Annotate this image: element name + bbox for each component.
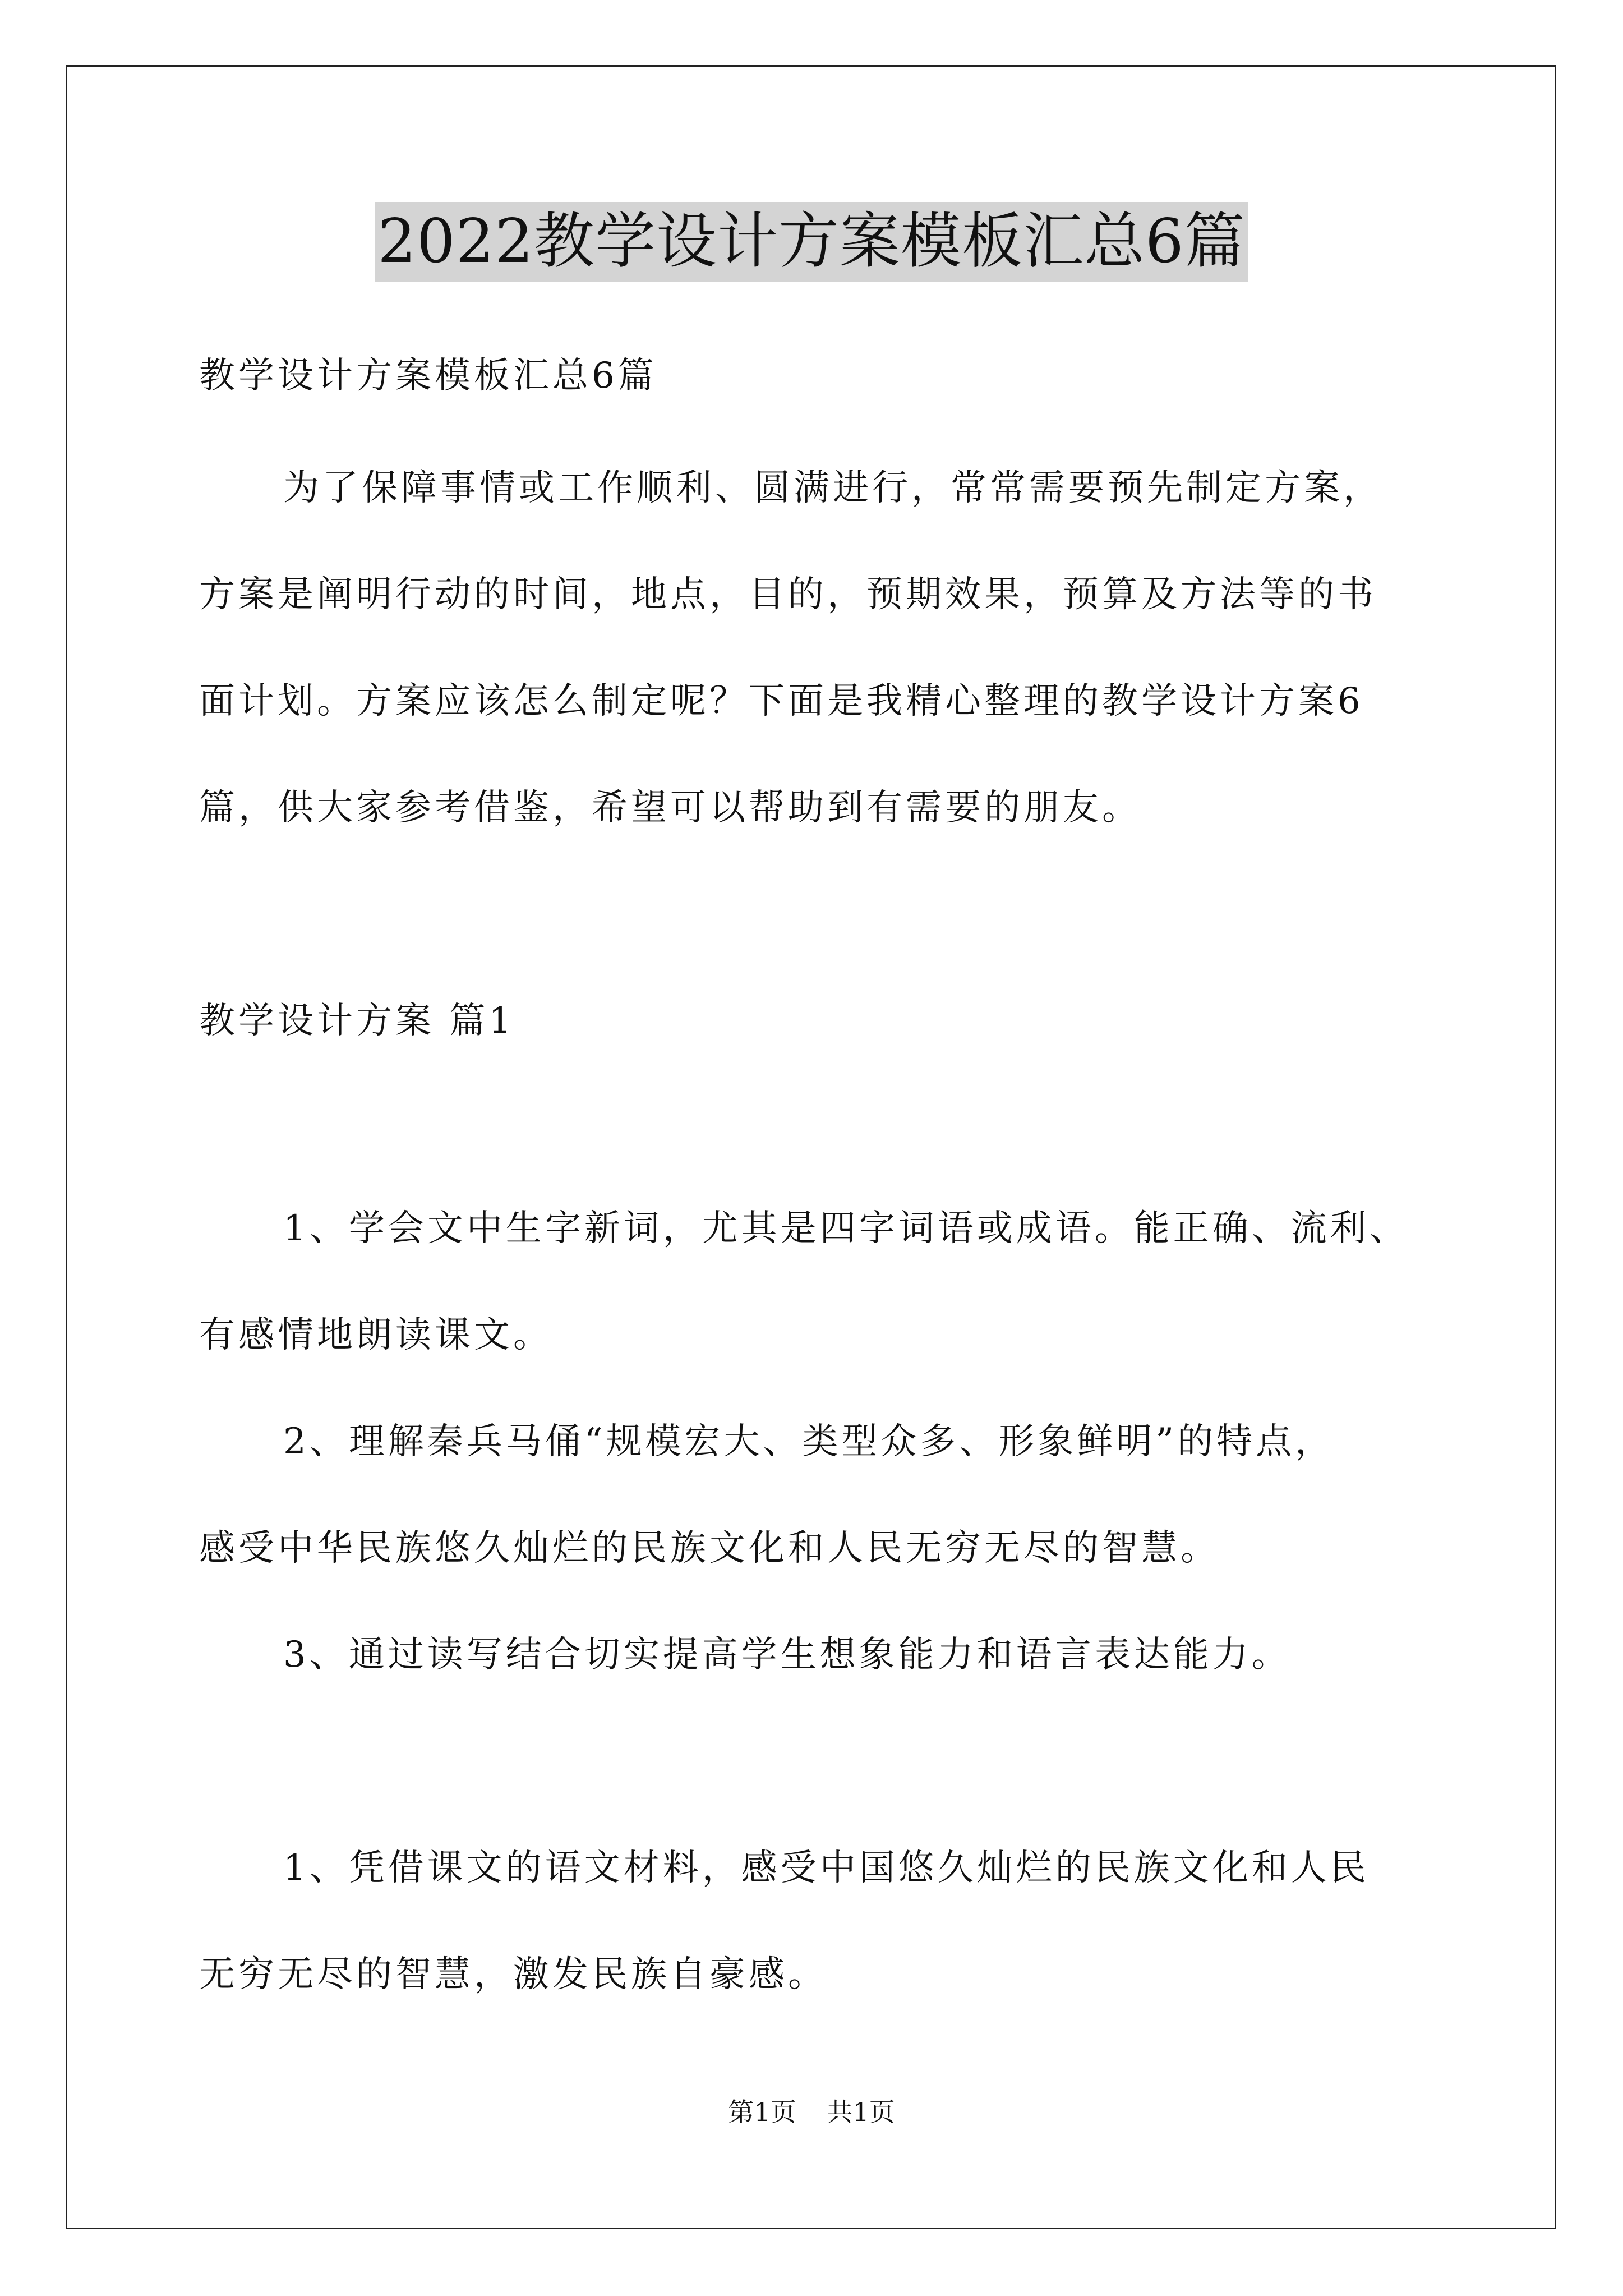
intro-line-2: 方案是阐明行动的时间，地点，目的，预期效果，预算及方法等的书 — [199, 574, 1377, 615]
page-number-current: 第1页 — [728, 2097, 796, 2127]
goal-a-line-4: 感受中华民族悠久灿烂的民族文化和人民无穷无尽的智慧。 — [199, 1527, 1220, 1569]
intro-line-4: 篇，供大家参考借鉴，希望可以帮助到有需要的朋友。 — [199, 787, 1141, 829]
goal-a-line-3: 2、理解秦兵马俑“规模宏大、类型众多、形象鲜明”的特点， — [283, 1421, 1335, 1462]
document-subtitle: 教学设计方案模板汇总6篇 — [199, 355, 657, 397]
goal-b-line-1: 1、凭借课文的语文材料，感受中国悠久灿烂的民族文化和人民 — [283, 1847, 1370, 1889]
intro-line-1: 为了保障事情或工作顺利、圆满进行，常常需要预先制定方案， — [283, 467, 1382, 509]
goal-a-line-1: 1、学会文中生字新词，尤其是四字词语或成语。能正确、流利、 — [283, 1208, 1409, 1249]
goal-a-line-2: 有感情地朗读课文。 — [199, 1314, 552, 1356]
goal-a-line-5: 3、通过读写结合切实提高学生想象能力和语言表达能力。 — [283, 1634, 1291, 1676]
section-heading: 教学设计方案 篇1 — [199, 1000, 515, 1042]
intro-line-3: 面计划。方案应该怎么制定呢？下面是我精心整理的教学设计方案6 — [199, 680, 1364, 722]
document-title: 2022教学设计方案模板汇总6篇 — [375, 202, 1248, 282]
page-number-total: 共1页 — [827, 2097, 895, 2127]
title-container — [0, 202, 1623, 282]
goal-b-line-2: 无穷无尽的智慧，激发民族自豪感。 — [199, 1954, 827, 1995]
page-footer — [0, 2095, 1623, 2129]
